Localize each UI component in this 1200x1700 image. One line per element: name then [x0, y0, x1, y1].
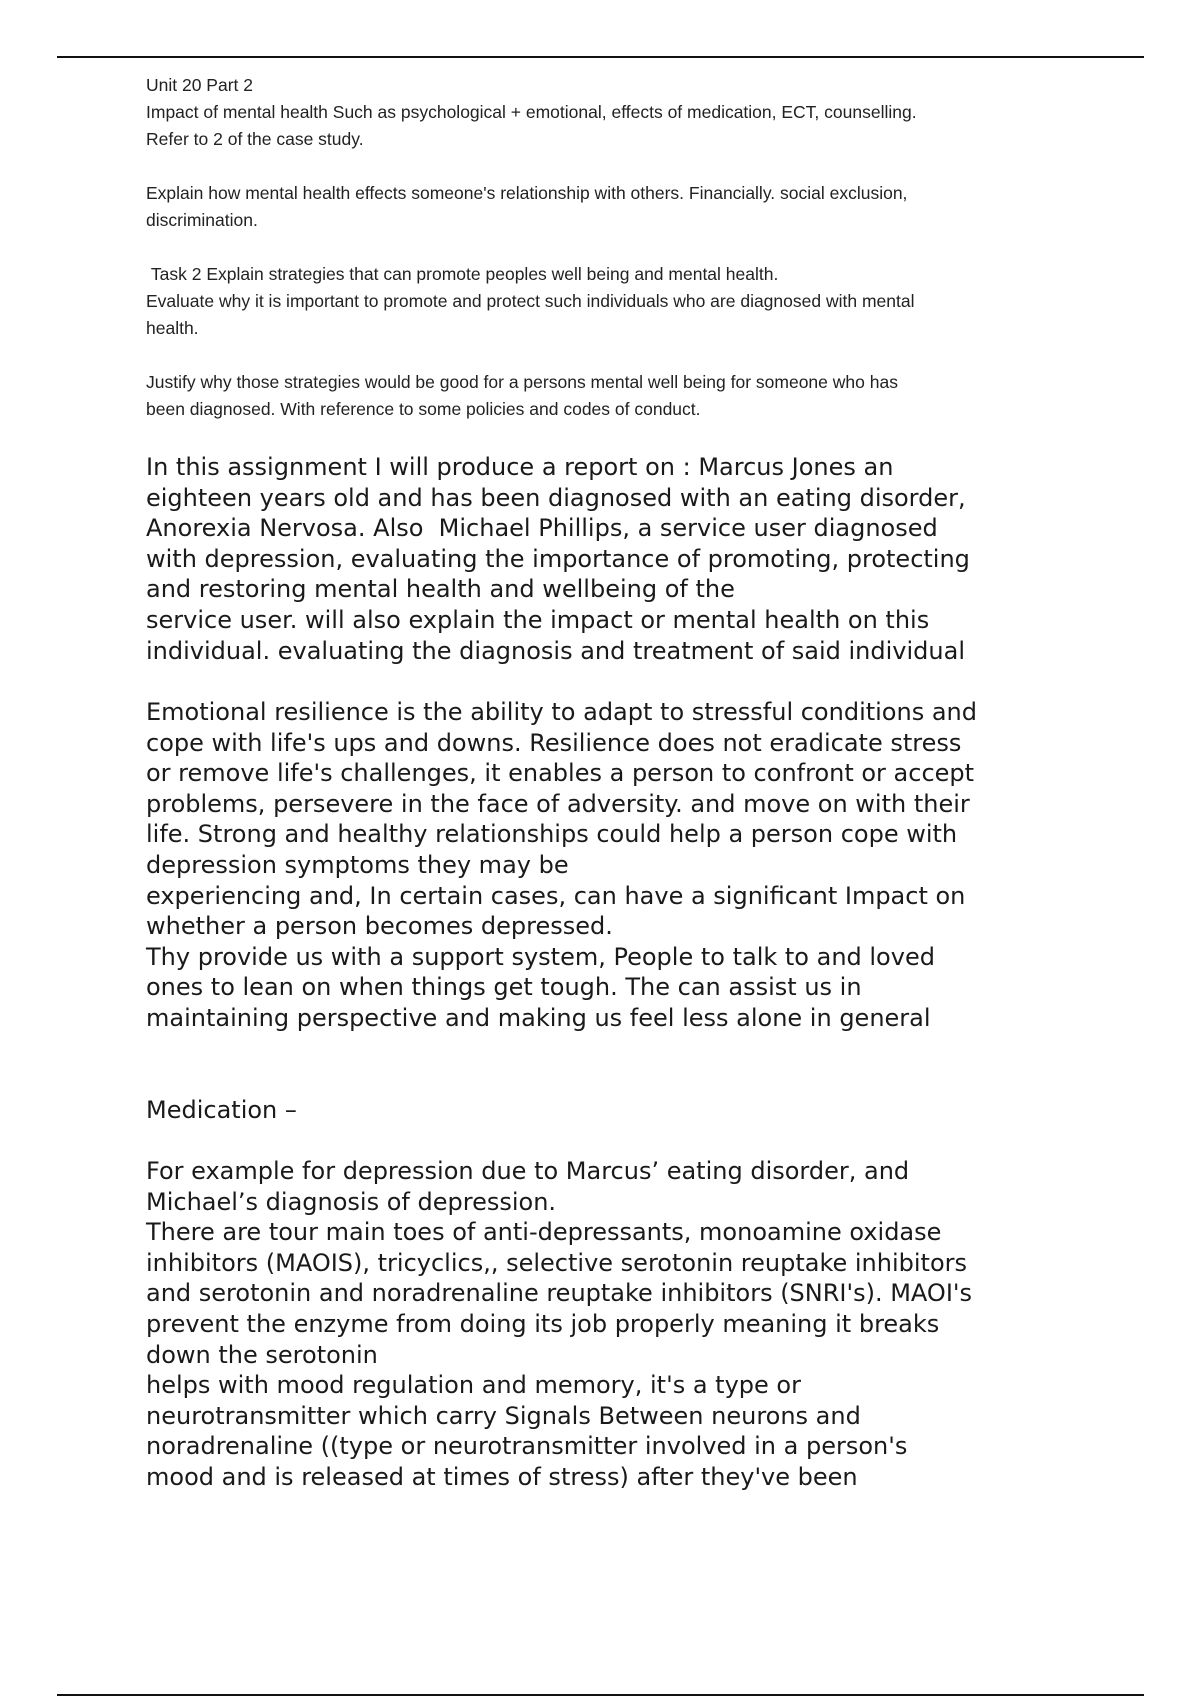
medication-line: helps with mood regulation and memory, it's a type or: [146, 1371, 801, 1400]
medication-line: neurotransmitter which carry Signals Between neurons and: [146, 1401, 861, 1430]
notes-spacer: [146, 234, 1086, 261]
intro-line: service user. will also explain the impact or mental health on this: [146, 605, 930, 634]
intro-line: and restoring mental health and wellbeing of the: [146, 575, 735, 604]
resilience-line: experiencing and, In certain cases, can have a significant Impact on: [146, 881, 966, 910]
resilience-line: Thy provide us with a support system, People to talk to and loved: [146, 942, 935, 971]
resilience-line: cope with life's ups and downs. Resilience does not eradicate stress: [146, 728, 962, 757]
notes-line: discrimination.: [146, 210, 258, 230]
intro-line: with depression, evaluating the importance of promoting, protecting: [146, 544, 970, 573]
notes-line: Explain how mental health effects someone's relationship with others. Financially. social exclusion,: [146, 183, 908, 203]
intro-paragraph: [146, 452, 1106, 666]
medication-line: Michael’s diagnosis of depression.: [146, 1187, 557, 1216]
assignment-brief-notes: [146, 72, 1086, 423]
medication-line: There are tour main toes of anti-depressants, monoamine oxidase: [146, 1218, 942, 1247]
medication-line: down the serotonin: [146, 1340, 378, 1369]
resilience-paragraph: [146, 697, 1106, 1034]
intro-line: individual. evaluating the diagnosis and treatment of said individual: [146, 636, 965, 665]
notes-spacer: [146, 153, 1086, 180]
notes-line: Evaluate why it is important to promote and protect such individuals who are diagnosed with mental: [146, 291, 915, 311]
resilience-line: depression symptoms they may be: [146, 850, 569, 879]
notes-line: Unit 20 Part 2: [146, 75, 253, 95]
resilience-line: whether a person becomes depressed.: [146, 912, 613, 941]
intro-line: In this assignment I will produce a report on : Marcus Jones an: [146, 453, 894, 481]
medication-heading-text: Medication –: [146, 1096, 297, 1124]
resilience-line: life. Strong and healthy relationships could help a person cope with: [146, 820, 958, 849]
medication-heading: [146, 1095, 1106, 1126]
medication-paragraph: [146, 1156, 1106, 1493]
resilience-line: ones to lean on when things get tough. The can assist us in: [146, 973, 862, 1002]
notes-line: Refer to 2 of the case study.: [146, 129, 364, 149]
intro-line: eighteen years old and has been diagnosed with an eating disorder,: [146, 483, 966, 512]
notes-line: Impact of mental health Such as psychological + emotional, effects of medication, ECT, counselling.: [146, 102, 917, 122]
medication-line: inhibitors (MAOIS), tricyclics,, selective serotonin reuptake inhibitors: [146, 1248, 968, 1277]
medication-line: and serotonin and noradrenaline reuptake inhibitors (SNRI's). MAOI's: [146, 1279, 972, 1308]
resilience-line: problems, persevere in the face of adversity. and move on with their: [146, 789, 970, 818]
notes-line: Task 2 Explain strategies that can promote peoples well being and mental health.: [146, 264, 779, 284]
page-bottom-rule: [57, 1694, 1144, 1696]
notes-spacer: [146, 342, 1086, 369]
notes-line: been diagnosed. With reference to some policies and codes of conduct.: [146, 399, 701, 419]
resilience-line: or remove life's challenges, it enables a person to confront or accept: [146, 759, 975, 788]
medication-line: prevent the enzyme from doing its job properly meaning it breaks: [146, 1309, 940, 1338]
medication-line: For example for depression due to Marcus’ eating disorder, and: [146, 1157, 910, 1185]
notes-line: Justify why those strategies would be good for a persons mental well being for someone who has: [146, 372, 898, 392]
intro-line: Anorexia Nervosa. Also Michael Phillips, a service user diagnosed: [146, 514, 938, 543]
medication-line: noradrenaline ((type or neurotransmitter involved in a person's: [146, 1432, 908, 1461]
notes-line: health.: [146, 318, 199, 338]
page-top-rule: [57, 56, 1144, 58]
resilience-line: Emotional resilience is the ability to adapt to stressful conditions and: [146, 698, 977, 726]
medication-line: mood and is released at times of stress) after they've been: [146, 1462, 858, 1491]
resilience-line: maintaining perspective and making us feel less alone in general: [146, 1003, 931, 1032]
